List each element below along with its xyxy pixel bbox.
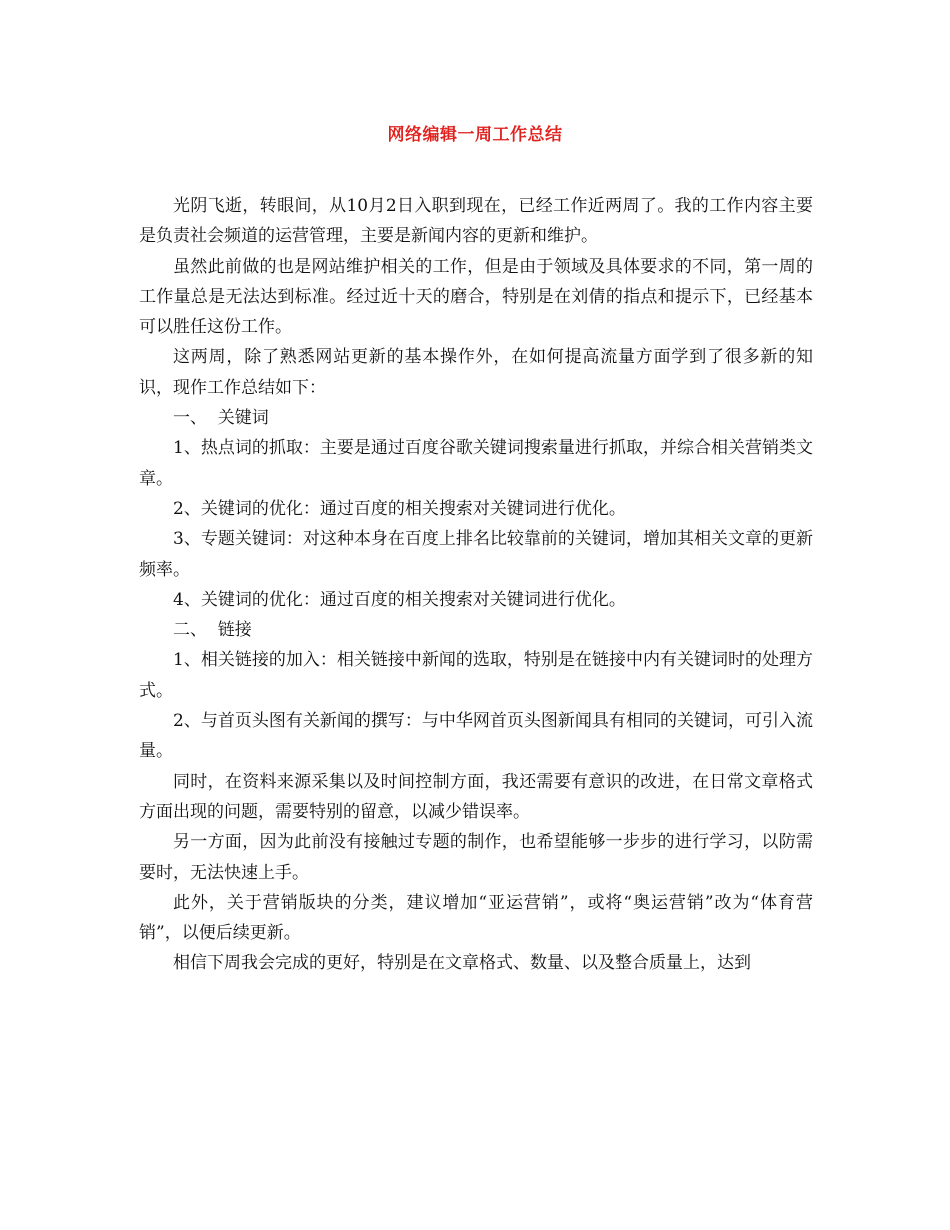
paragraph: 虽然此前做的也是网站维护相关的工作，但是由于领域及具体要求的不同，第一周的工作量总是无法达到标准。经过近十天的磨合，特别是在刘倩的指点和提示下，已经基本可以胜任这份工作。: [139, 256, 813, 338]
paragraph: 这两周，除了熟悉网站更新的基本操作外，在如何提高流量方面学到了很多新的知识，现作工作总结如下：: [139, 347, 813, 398]
paragraph: 此外，关于营销版块的分类，建议增加“亚运营销”，或将“奥运营销”改为“体育营销”，以便后续更新。: [139, 892, 813, 944]
list-item: 3、专题关键词：对这种本身在百度上排名比较靠前的关键词，增加其相关文章的更新频率。: [139, 529, 813, 580]
paragraph: 另一方面，因为此前没有接触过专题的制作，也希望能够一步步的进行学习，以防需要时，无法快速上手。: [139, 832, 813, 883]
list-item: 2、与首页头图有关新闻的撰写：与中华网首页头图新闻具有相同的关键词，可引入流量。: [139, 711, 813, 762]
list-item: 1、相关链接的加入：相关链接中新闻的选取，特别是在链接中内有关键词时的处理方式。: [139, 650, 813, 701]
paragraph: 光阴飞逝，转眼间，从10月2日入职到现在，已经工作近两周了。我的工作内容主要是负责社会频道的运营管理，主要是新闻内容的更新和维护。: [139, 196, 813, 247]
list-item: 2、关键词的优化：通过百度的相关搜索对关键词进行优化。: [173, 498, 626, 519]
document-title: 网络编辑一周工作总结: [387, 125, 563, 145]
section-heading-keywords: 一、 关键词: [173, 408, 269, 429]
paragraph: 相信下周我会完成的更好，特别是在文章格式、数量、以及整合质量上，达到: [173, 953, 751, 974]
paragraph: 同时，在资料来源采集以及时间控制方面，我还需要有意识的改进，在日常文章格式方面出现的问题，需要特别的留意，以减少错误率。: [139, 771, 813, 822]
section-heading-links: 二、 链接: [173, 620, 252, 641]
list-item: 1、热点词的抓取：主要是通过百度谷歌关键词搜索量进行抓取，并综合相关营销类文章。: [139, 438, 813, 489]
list-item: 4、关键词的优化：通过百度的相关搜索对关键词进行优化。: [173, 589, 626, 610]
document-body: [139, 191, 813, 979]
